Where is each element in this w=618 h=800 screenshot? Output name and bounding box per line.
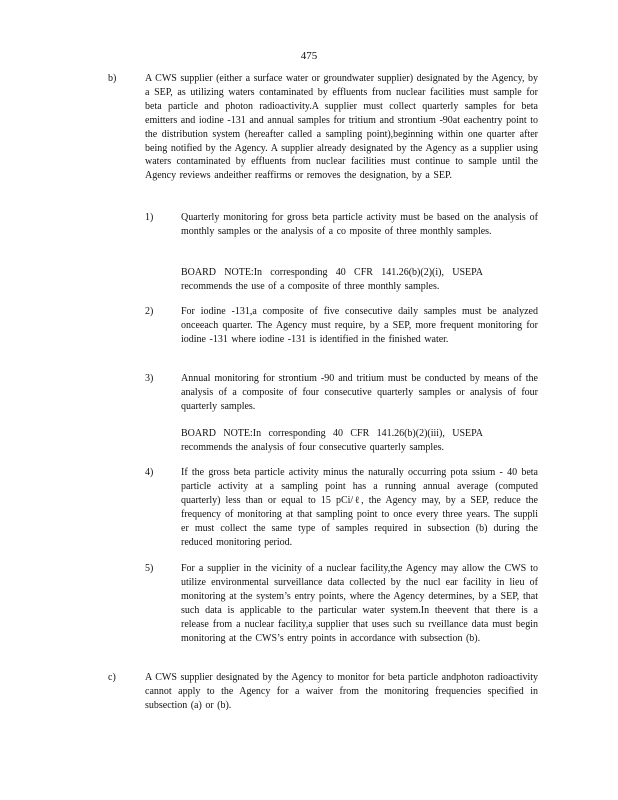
item-text: If the gross beta particle activity minus the naturally occurring pota ssium - 40 beta particle activity at a sampling point has a running annual average (computed quarterly) less than or equal to 15 pCi/ℓ, the Agency may, by a SEP, reduce the frequency of monitoring at that sampling point to once every three years. The suppli er must collect the same type of samples required in subsection (b) during the reduced monitoring period. [181, 467, 538, 548]
item-label: 4) [145, 467, 154, 478]
item-label: 2) [145, 306, 154, 317]
list-item-1 [145, 211, 538, 239]
section-c [108, 671, 538, 713]
item-label: 1) [145, 212, 154, 223]
section-text: A CWS supplier designated by the Agency to monitor for beta particle andphoton radioactivity cannot apply to the Agency for a waiver from the monitoring frequencies specified in subsection (a) or (b). [145, 672, 538, 711]
section-label: c) [108, 672, 116, 683]
item-text: Quarterly monitoring for gross beta particle activity must be based on the analysis of monthly samples or the analysis of a co mposite of three monthly samples. [181, 212, 538, 237]
item-label: 3) [145, 373, 154, 384]
board-note-2: BOARD NOTE:In corresponding 40 CFR 141.26(b)(2)(iii), USEPA recommends the analysis of four consecutive quarterly samples. [181, 428, 483, 453]
section-label: b) [108, 73, 117, 84]
page-number: 475 [300, 50, 318, 62]
list-item-2 [145, 305, 538, 347]
list-item-3 [145, 372, 538, 414]
item-text: For iodine -131,a composite of five consecutive daily samples must be analyzed onceeach quarter. The Agency must require, by a SEP, more frequent monitoring for iodine -131 where iodine -131 is identified in the finished water. [181, 306, 538, 345]
list-item-4 [145, 466, 538, 549]
list-item-5 [145, 562, 538, 645]
item-text: For a supplier in the vicinity of a nuclear facility,the Agency may allow the CWS to utilize environmental surveillance data collected by the nucl ear facility in lieu of monitoring at the system’s entry points, where the Agency determines, by a SEP, that such data is applicable to the particular water system.In theevent that there is a release from a nuclear facility,a supplier that uses such su rveillance data must begin monitoring at the CWS’s entry points in accordance with subsection (b). [181, 563, 538, 644]
section-text: A CWS supplier (either a surface water or groundwater supplier) designated by the Agency, by a SEP, as utilizing waters contaminated by effluents from nuclear facilities must sample for beta particle and photon radioactivity.A supplier must collect quarterly samples for beta emitters and iodine -131 and annual samples for tritium and strontium -90at eachentry point to the distribution system (hereafter called a sampling point),beginning within one quarter after being notified by the Agency. A supplier already designated by the Agency as a supplier using waters contaminated by effluents from nuclear facilities must continue to sample until the Agency reviews andeither reaffirms or removes the designation, by a SEP. [145, 73, 538, 182]
board-note-1: BOARD NOTE:In corresponding 40 CFR 141.26(b)(2)(i), USEPA recommends the use of a composite of three monthly samples. [181, 267, 483, 292]
item-label: 5) [145, 563, 154, 574]
section-b [108, 72, 538, 183]
item-text: Annual monitoring for strontium -90 and tritium must be conducted by means of the analysis of a composite of four consecutive quarterly samples or analysis of four quarterly samples. [181, 373, 538, 412]
